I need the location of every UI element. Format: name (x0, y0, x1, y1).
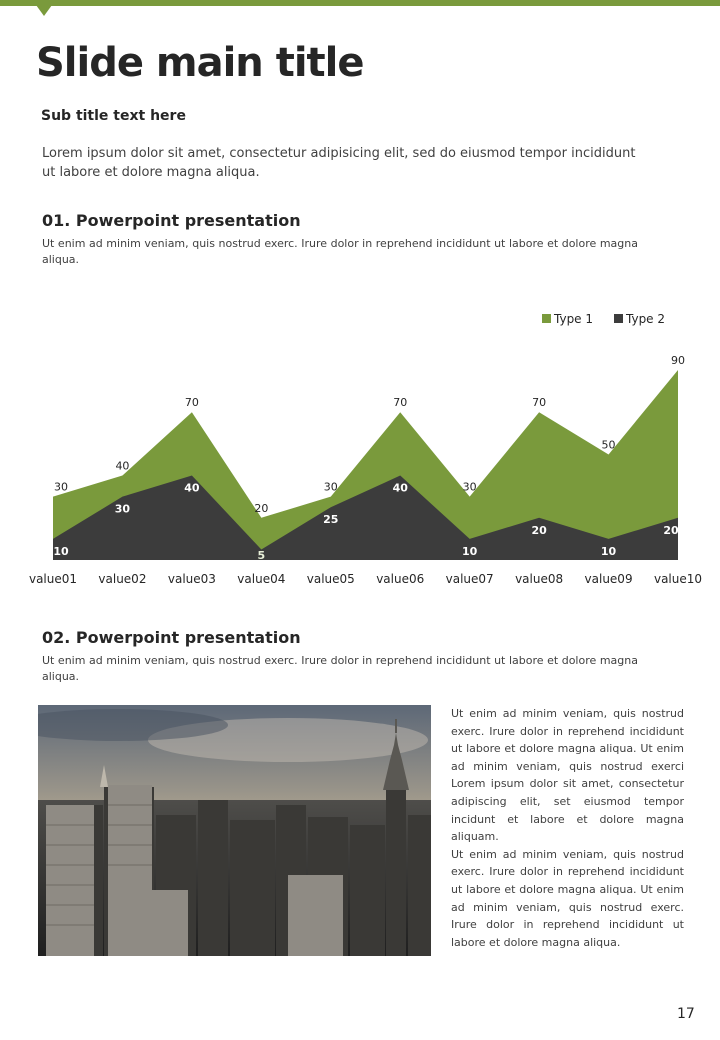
city-skyline-photo (38, 705, 431, 956)
data-label-type-1: 70 (532, 396, 547, 410)
intro-paragraph: Lorem ipsum dolor sit amet, consectetur adipisicing elit, sed do eiusmod tempor incididunt ut labore et dolore magna aliqua. (42, 146, 636, 180)
area-chart (0, 300, 720, 595)
legend-label: Type 2 (626, 312, 666, 326)
data-label-type-1: 30 (323, 480, 338, 494)
x-tick-label: value08 (515, 572, 564, 586)
section1-heading: 01. Powerpoint presentation (42, 211, 301, 230)
data-label-type-2: 20 (663, 523, 679, 537)
data-label-type-1: 30 (462, 480, 477, 494)
data-label-type-1: 70 (393, 396, 408, 410)
side-text (451, 705, 684, 951)
data-label-type-2: 40 (184, 481, 200, 495)
top-accent-notch (36, 5, 52, 16)
x-tick-label: value05 (306, 572, 355, 586)
x-tick-label: value09 (584, 572, 633, 586)
side-paragraph: Ut enim ad minim veniam, quis nostrud exerc. Irure dolor in reprehend incididunt ut labore et dolore magna aliqua. Ut enim ad minim veniam, quis nostrud exerci Lorem ipsum dolor sit amet, consectetur adipiscing elit, set eiusmod tempor incidunt et labore et dolore magna aliquam. (451, 707, 684, 844)
x-tick-label: value07 (445, 572, 494, 586)
legend-label: Type 1 (554, 312, 594, 326)
x-tick-label: value01 (28, 572, 78, 586)
section2-text: Ut enim ad minim veniam, quis nostrud exerc. Irure dolor in reprehend incididunt ut labore et dolore magna aliqua. (42, 654, 638, 683)
data-label-type-1: 20 (254, 501, 269, 515)
data-label-type-2: 30 (114, 502, 131, 516)
x-tick-label: value06 (376, 572, 425, 586)
data-label-type-1: 90 (671, 354, 685, 367)
x-tick-label: value10 (653, 572, 703, 586)
data-label-type-1: 40 (115, 459, 130, 473)
data-label-type-2: 25 (323, 513, 339, 527)
data-label-type-2: 20 (531, 523, 547, 537)
data-label-type-2: 5 (257, 549, 266, 562)
data-label-type-2: 10 (600, 544, 617, 558)
legend-swatch (614, 314, 623, 323)
page-number: 17 (677, 1006, 695, 1022)
x-tick-label: value04 (237, 572, 286, 586)
data-label-type-2: 40 (392, 481, 408, 495)
data-label-type-1: 70 (184, 396, 199, 410)
data-label-type-2: 10 (53, 544, 69, 558)
legend-swatch (542, 314, 551, 323)
x-tick-label: value02 (98, 572, 147, 586)
section1-text: Ut enim ad minim veniam, quis nostrud exerc. Irure dolor in reprehend incididunt ut labore et dolore magna aliqua. (42, 237, 638, 266)
data-label-type-2: 10 (462, 544, 478, 558)
side-paragraph: Ut enim ad minim veniam, quis nostrud exerc. Irure dolor in reprehend incididunt ut labore et dolore magna aliqua. Ut enim ad minim veniam, quis nostrud exerc. Irure dolor in reprehend incididunt ut labore et dolore magna aliqua. (451, 847, 684, 949)
page-title: Slide main title (36, 40, 364, 86)
section2-heading: 02. Powerpoint presentation (42, 628, 301, 647)
data-label-type-1: 30 (54, 480, 68, 494)
top-accent-bar (0, 0, 720, 6)
x-tick-label: value03 (167, 572, 216, 586)
subtitle: Sub title text here (41, 108, 186, 124)
data-label-type-1: 50 (601, 438, 616, 452)
